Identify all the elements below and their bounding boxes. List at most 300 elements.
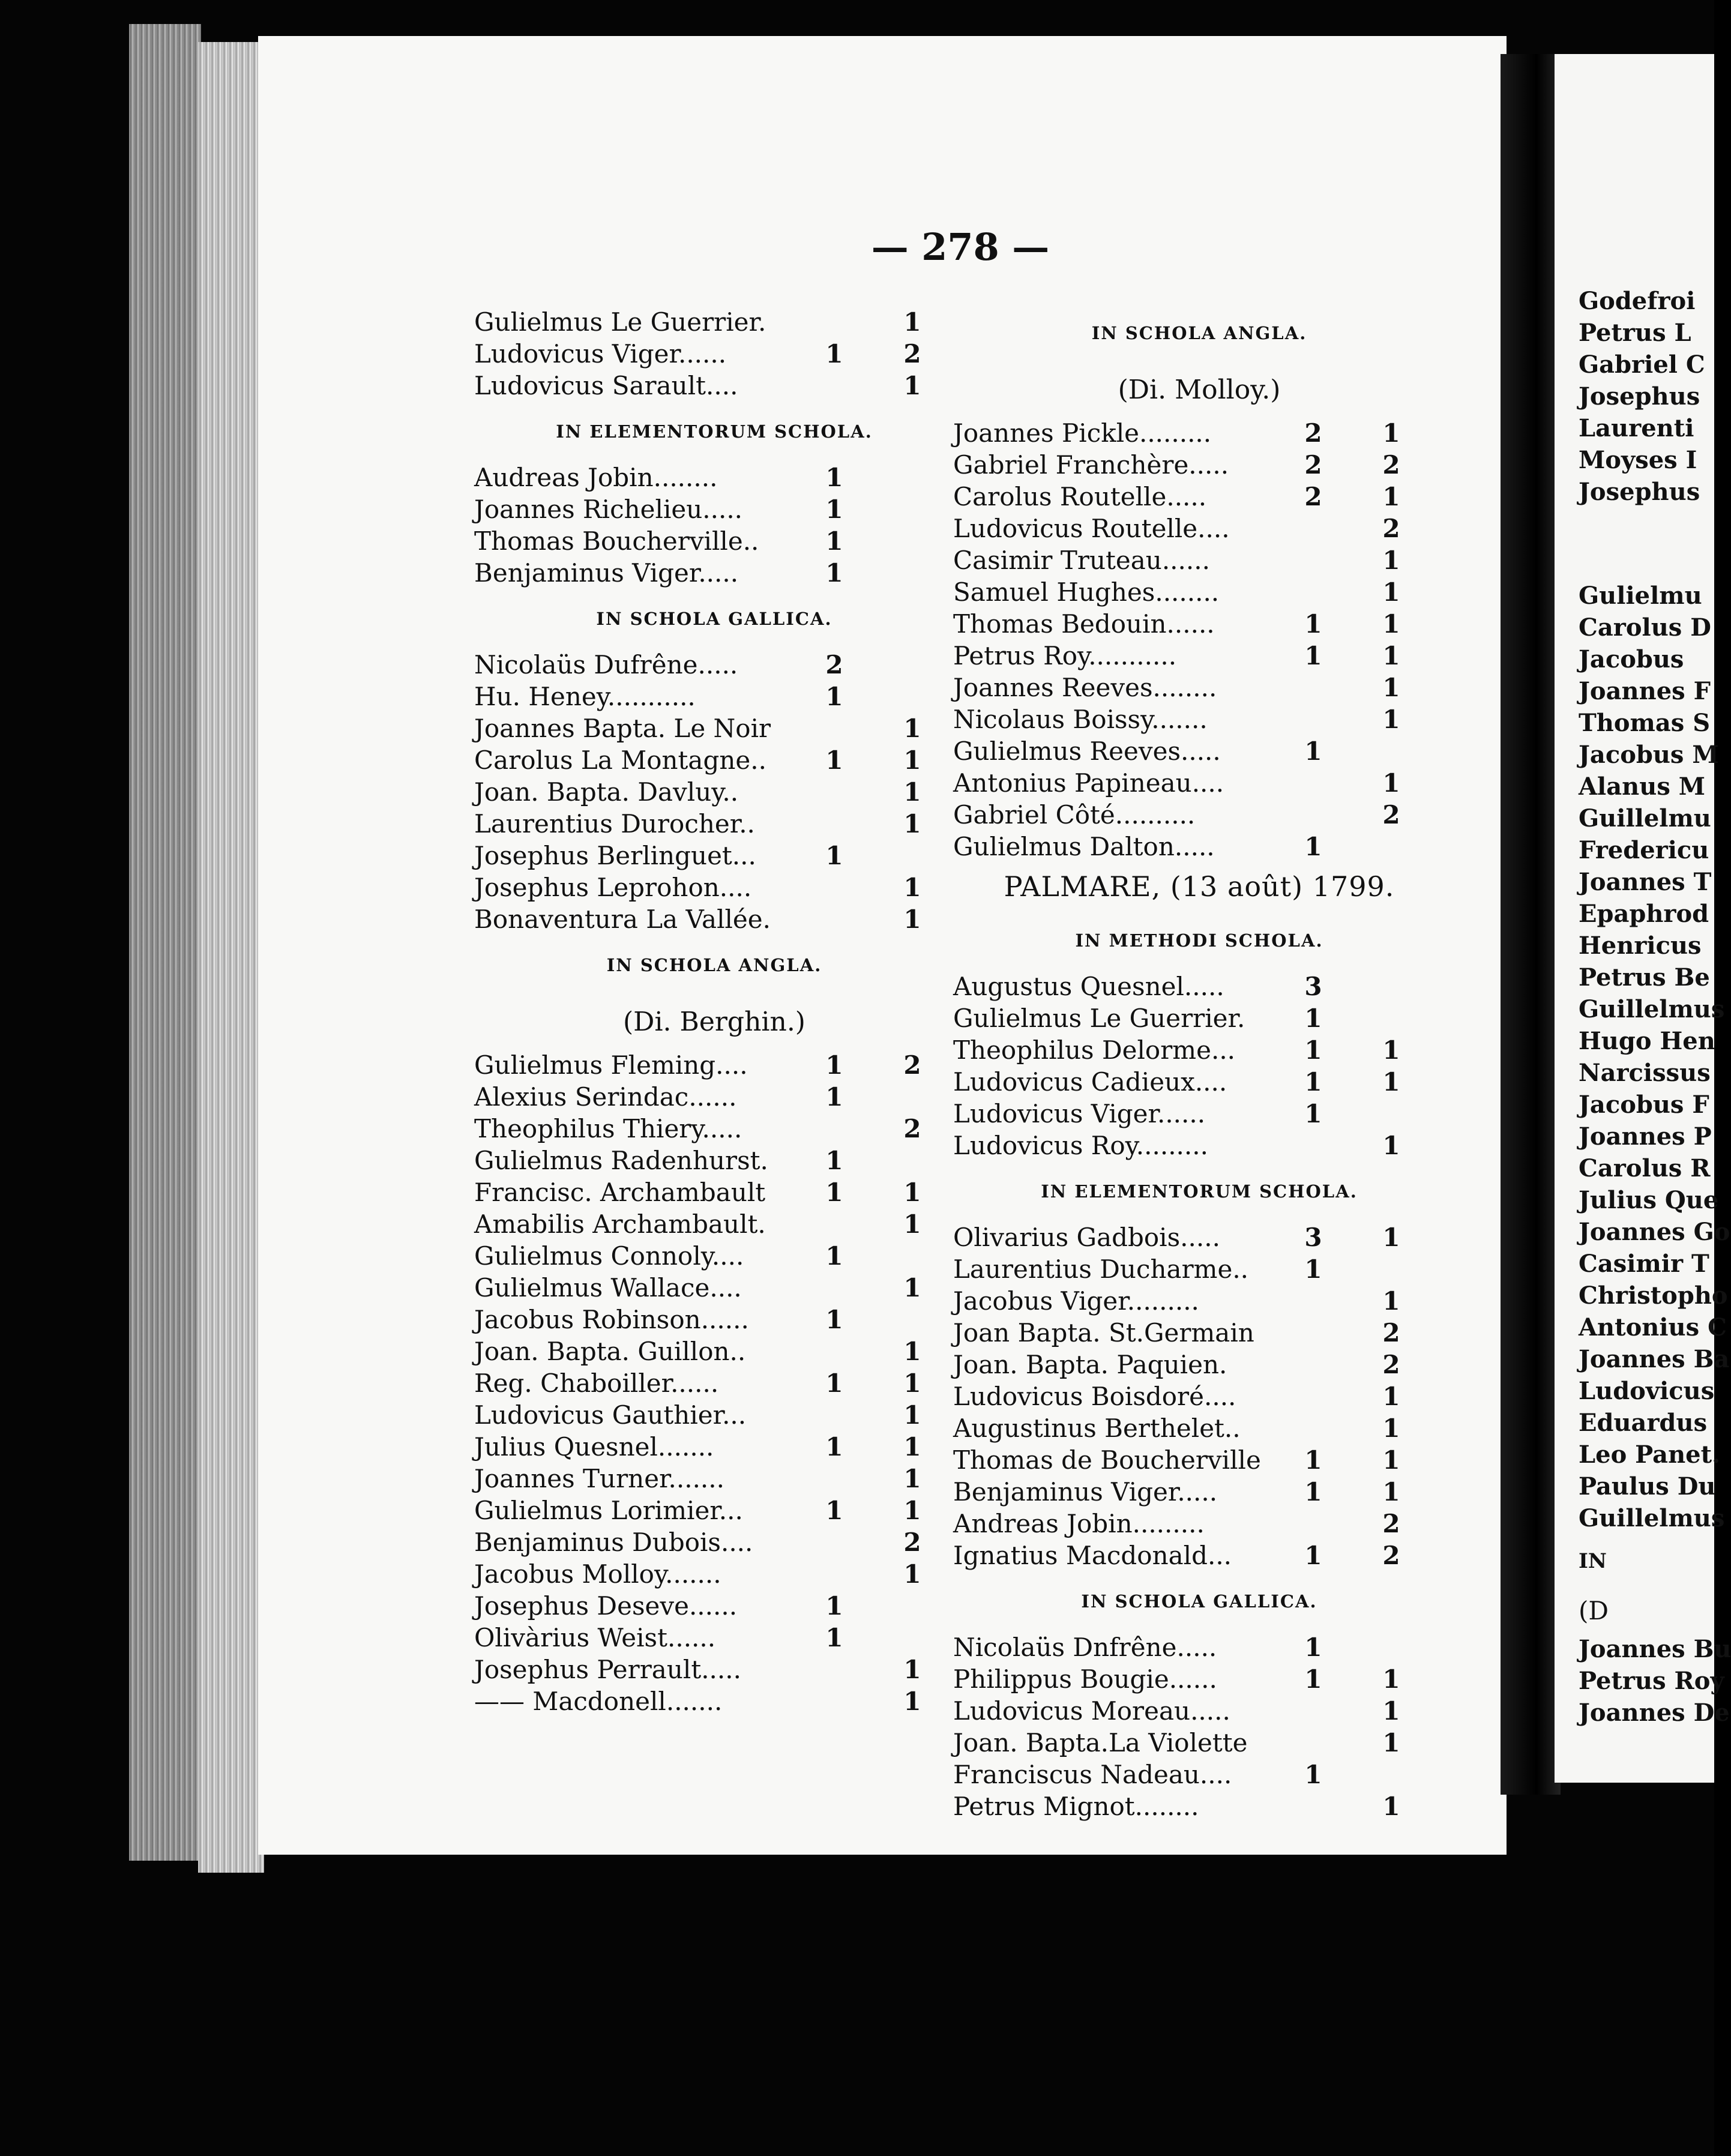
list-item [474, 1335, 954, 1367]
list-item: Petrus Be [1579, 963, 1710, 992]
list-item: Joannes De [1579, 1699, 1730, 1727]
student-name: —— Macdonell....... [474, 1687, 723, 1716]
prize-count-first: 1 [825, 1305, 843, 1334]
prize-count-second: 1 [1382, 482, 1400, 511]
list-item [953, 799, 1445, 831]
prize-count-second: 2 [903, 1114, 921, 1143]
list-item [474, 840, 954, 872]
list-item: Henricus [1579, 932, 1702, 960]
prize-count-first: 1 [1304, 1633, 1322, 1662]
prize-count-second: 2 [1382, 1318, 1400, 1348]
student-name: Ludovicus Routelle.... [953, 514, 1230, 543]
list-item: Guillelmu [1579, 804, 1711, 833]
list-item: Jacobus M [1579, 741, 1719, 769]
prize-count-first: 1 [825, 1146, 843, 1175]
student-name: Andreas Jobin......... [953, 1509, 1205, 1538]
list-item [474, 493, 954, 525]
student-name: Joannes Bapta. Le Noir [474, 714, 771, 743]
list-item [953, 1444, 1445, 1476]
list-item [953, 1381, 1445, 1412]
list-item [474, 649, 954, 681]
list-item [474, 557, 954, 589]
list-item: Guillelmus [1579, 1504, 1725, 1532]
prize-count-first: 1 [825, 1241, 843, 1271]
student-name: Benjaminus Viger..... [474, 558, 739, 588]
list-item [953, 1285, 1445, 1317]
student-name: Gulielmus Radenhurst. [474, 1146, 768, 1175]
prize-count-second: 1 [903, 905, 921, 934]
list-item: Joannes P [1579, 1122, 1712, 1151]
prize-count-second: 1 [1382, 1067, 1400, 1097]
section-heading: IN METHODI SCHOLA. [1075, 930, 1323, 951]
list-item [953, 1476, 1445, 1508]
prize-count-second: 1 [903, 714, 921, 743]
prize-count-first: 1 [1304, 1760, 1322, 1789]
list-item: Christopho [1579, 1281, 1728, 1310]
prize-count-second: 1 [1382, 418, 1400, 448]
prize-count-second: 1 [1382, 1131, 1400, 1160]
student-name: Casimir Truteau...... [953, 546, 1210, 575]
list-item [953, 1695, 1445, 1727]
list-item [953, 576, 1445, 608]
student-name: Gulielmus Reeves..... [953, 736, 1221, 766]
prize-count-second: 2 [903, 1050, 921, 1080]
list-item: Carolus R [1579, 1154, 1711, 1182]
student-name: Petrus Roy........... [953, 641, 1177, 670]
list-item [953, 449, 1445, 481]
student-name: Alexius Serindac...... [474, 1082, 737, 1112]
list-item [953, 1412, 1445, 1444]
list-item [953, 1002, 1445, 1034]
student-name: Augustus Quesnel..... [953, 972, 1224, 1001]
student-name: Olivarius Gadbois..... [953, 1223, 1220, 1252]
list-item: Joannes F [1579, 677, 1711, 705]
student-name: Laurentius Durocher.. [474, 809, 755, 839]
prize-count-second: 1 [1382, 1728, 1400, 1757]
prize-count-first: 1 [1304, 641, 1322, 670]
prize-count-second: 1 [1382, 1477, 1400, 1507]
student-name: Gulielmus Lorimier... [474, 1496, 743, 1525]
student-name: Gulielmus Connoly.... [474, 1241, 744, 1271]
prize-count-first: 1 [825, 1591, 843, 1621]
prize-count-second: 1 [1382, 1792, 1400, 1821]
prize-count-first: 2 [825, 650, 843, 679]
list-item [474, 1463, 954, 1495]
section-subheading: (D [1579, 1596, 1609, 1625]
list-item: Julius Que [1579, 1186, 1719, 1214]
prize-count-first: 1 [825, 1050, 843, 1080]
list-item [474, 306, 954, 338]
student-name: Samuel Hughes........ [953, 577, 1220, 607]
list-item [474, 1431, 954, 1463]
prize-count-second: 1 [903, 371, 921, 400]
prize-count-second: 1 [903, 1400, 921, 1430]
prize-count-second: 2 [1382, 514, 1400, 543]
list-item: Petrus Roy [1579, 1667, 1724, 1695]
prize-count-second: 1 [903, 1178, 921, 1207]
list-item [953, 1759, 1445, 1790]
palmare-title: PALMARE, (13 août) 1799. [1004, 870, 1395, 903]
list-item [953, 767, 1445, 799]
list-item: Ludovicus [1579, 1377, 1715, 1405]
list-item: Josephus [1579, 478, 1700, 506]
prize-count-second: 2 [1382, 1350, 1400, 1379]
prize-count-second: 1 [903, 1337, 921, 1366]
list-item: Josephus [1579, 382, 1700, 411]
student-name: Joannes Pickle......... [953, 418, 1212, 448]
list-item [474, 1622, 954, 1654]
student-name: Joannes Richelieu..... [474, 495, 743, 524]
list-item: Gabriel C [1579, 351, 1705, 379]
student-name: Ludovicus Gauthier... [474, 1400, 747, 1430]
list-item: Leo Panet. [1579, 1441, 1721, 1469]
student-name: Jacobus Molloy....... [474, 1559, 721, 1589]
student-name: Gabriel Franchère..... [953, 450, 1229, 480]
prize-count-second: 1 [1382, 1382, 1400, 1411]
prize-count-first: 1 [825, 558, 843, 588]
student-name: Josephus Berlinguet... [474, 841, 756, 870]
prize-count-first: 1 [1304, 1035, 1322, 1065]
prize-count-first: 1 [825, 339, 843, 369]
list-item [953, 1098, 1445, 1130]
list-item [953, 544, 1445, 576]
book-gutter [1501, 54, 1561, 1795]
student-name: Nicolaüs Dufrêne..... [474, 650, 738, 679]
prize-count-first: 1 [1304, 1477, 1322, 1507]
student-name: Antonius Papineau.... [953, 768, 1224, 798]
student-name: Nicolaüs Dnfrêne..... [953, 1633, 1217, 1662]
list-item: Antonius C [1579, 1313, 1727, 1341]
right-page-column [1579, 285, 1731, 1729]
student-name: Francisc. Archambault [474, 1178, 766, 1207]
list-item [474, 1176, 954, 1208]
student-name: Gulielmus Le Guerrier. [953, 1004, 1245, 1033]
list-item [953, 831, 1445, 863]
list-item: Epaphrod [1579, 900, 1709, 928]
prize-count-second: 1 [903, 809, 921, 839]
student-name: Petrus Mignot........ [953, 1792, 1199, 1821]
student-name: Jacobus Viger......... [953, 1286, 1199, 1316]
list-item: Petrus L [1579, 319, 1691, 347]
list-item [474, 1272, 954, 1304]
prize-count-second: 2 [1382, 450, 1400, 480]
prize-count-first: 1 [1304, 832, 1322, 861]
list-item [953, 672, 1445, 703]
list-item [474, 1240, 954, 1272]
section-heading: IN SCHOLA ANGLA. [606, 955, 822, 975]
student-name: Reg. Chaboiller...... [474, 1369, 719, 1398]
spacer [1579, 544, 1714, 580]
student-name: Bonaventura La Vallée. [474, 905, 771, 934]
prize-count-first: 1 [1304, 609, 1322, 639]
student-name: Julius Quesnel....... [474, 1432, 714, 1462]
prize-count-second: 1 [903, 307, 921, 337]
student-name: Thomas Boucherville.. [474, 526, 759, 556]
student-name: Laurentius Ducharme.. [953, 1254, 1249, 1284]
student-name: Carolus Routelle..... [953, 482, 1207, 511]
list-item [474, 776, 954, 808]
list-item: Narcissus [1579, 1059, 1711, 1087]
list-item [474, 1304, 954, 1335]
prize-count-first: 2 [1304, 450, 1322, 480]
list-item: Alanus M [1579, 772, 1706, 801]
prize-count-first: 1 [825, 1432, 843, 1462]
list-item [953, 1663, 1445, 1695]
student-name: Ludovicus Sarault.... [474, 371, 738, 400]
student-name: Franciscus Nadeau.... [953, 1760, 1232, 1789]
list-item: Jacobus F [1579, 1091, 1709, 1119]
list-item [953, 1253, 1445, 1285]
section-heading: IN ELEMENTORUM SCHOLA. [1041, 1181, 1358, 1202]
list-item [953, 1540, 1445, 1571]
prize-count-second: 1 [903, 1273, 921, 1302]
student-name: Audreas Jobin........ [474, 463, 718, 492]
list-item: Gulielmu [1579, 582, 1702, 610]
list-item [474, 1081, 954, 1113]
student-name: Thomas Bedouin...... [953, 609, 1215, 639]
student-name: Carolus La Montagne.. [474, 745, 766, 775]
student-name: Joan. Bapta.La Violette [953, 1728, 1248, 1757]
prize-count-second: 1 [1382, 673, 1400, 702]
list-item [474, 525, 954, 557]
list-item [953, 1727, 1445, 1759]
prize-count-second: 2 [1382, 1541, 1400, 1570]
student-name: Gulielmus Dalton..... [953, 832, 1215, 861]
prize-count-first: 3 [1304, 972, 1322, 1001]
list-item [474, 1049, 954, 1081]
prize-count-second: 2 [1382, 800, 1400, 830]
student-name: Joan. Bapta. Guillon.. [474, 1337, 746, 1366]
student-name: Joan. Bapta. Davluy.. [474, 777, 739, 807]
list-item: Hugo Hen [1579, 1027, 1715, 1055]
prize-count-first: 1 [825, 1496, 843, 1525]
list-item [474, 462, 954, 493]
prize-count-first: 1 [825, 1369, 843, 1398]
list-item [474, 1654, 954, 1685]
list-item [474, 1685, 954, 1717]
list-item [953, 971, 1445, 1002]
prize-count-first: 1 [1304, 1664, 1322, 1694]
student-name: Ludovicus Roy......... [953, 1131, 1208, 1160]
list-item [953, 735, 1445, 767]
list-item [953, 481, 1445, 513]
list-item: Joannes Bu [1579, 1635, 1731, 1663]
prize-count-second: 1 [1382, 768, 1400, 798]
prize-count-first: 1 [825, 1082, 843, 1112]
list-item: Thomas S [1579, 709, 1711, 737]
prize-count-second: 1 [1382, 577, 1400, 607]
book-page-edges-inner [198, 42, 264, 1873]
prize-count-second: 1 [903, 1687, 921, 1716]
prize-count-second: 1 [903, 873, 921, 902]
prize-count-first: 1 [1304, 1254, 1322, 1284]
student-name: Ludovicus Viger...... [474, 339, 727, 369]
list-item [474, 1208, 954, 1240]
list-item [953, 417, 1445, 449]
list-item [474, 1113, 954, 1145]
list-item [474, 1590, 954, 1622]
student-name: Benjaminus Dubois.... [474, 1528, 753, 1557]
student-name: Nicolaus Boissy....... [953, 705, 1208, 734]
list-item [474, 1145, 954, 1176]
prize-count-second: 1 [903, 1432, 921, 1462]
list-item: Joannes Go [1579, 1218, 1730, 1246]
list-item: Laurenti [1579, 414, 1694, 442]
prize-count-second: 1 [903, 1496, 921, 1525]
list-item [953, 703, 1445, 735]
list-item [953, 1631, 1445, 1663]
prize-count-second: 1 [1382, 1223, 1400, 1252]
student-name: Amabilis Archambault. [474, 1209, 766, 1239]
prize-count-first: 1 [1304, 1541, 1322, 1570]
section-heading: IN SCHOLA GALLICA. [596, 609, 832, 629]
prize-count-first: 1 [1304, 1004, 1322, 1033]
prize-count-first: 1 [825, 526, 843, 556]
student-name: Joan. Bapta. Paquien. [953, 1350, 1227, 1379]
prize-count-second: 1 [903, 745, 921, 775]
list-item: Fredericu [1579, 836, 1709, 864]
student-name: Benjaminus Viger..... [953, 1477, 1218, 1507]
list-item [953, 1066, 1445, 1098]
list-item [953, 1790, 1445, 1822]
list-item [953, 1130, 1445, 1161]
list-item [953, 513, 1445, 544]
prize-count-first: 1 [1304, 1067, 1322, 1097]
student-name: Gulielmus Wallace.... [474, 1273, 742, 1302]
student-name: Theophilus Delorme... [953, 1035, 1236, 1065]
student-name: Joannes Reeves........ [953, 673, 1217, 702]
list-item [953, 1508, 1445, 1540]
prize-count-first: 1 [825, 682, 843, 711]
student-name: Josephus Leprohon.... [474, 873, 752, 902]
list-item: Moyses I [1579, 446, 1697, 474]
prize-count-second: 1 [1382, 705, 1400, 734]
list-item: Paulus Du [1579, 1472, 1716, 1501]
prize-count-second: 1 [1382, 1445, 1400, 1475]
section-heading: IN SCHOLA GALLICA. [1081, 1591, 1317, 1612]
list-item [474, 744, 954, 776]
student-name: Joan Bapta. St.Germain [953, 1318, 1254, 1348]
list-item [474, 370, 954, 402]
student-name: Josephus Deseve...... [474, 1591, 738, 1621]
student-name: Philippus Bougie...... [953, 1664, 1217, 1694]
student-name: Olivàrius Weist...... [474, 1623, 716, 1652]
list-item [474, 712, 954, 744]
section-heading: IN [1579, 1549, 1607, 1573]
student-name: Ludovicus Viger...... [953, 1099, 1206, 1128]
student-name: Hu. Heney........... [474, 682, 696, 711]
prize-count-first: 2 [1304, 418, 1322, 448]
list-item: Joannes Ba [1579, 1345, 1730, 1373]
list-item [953, 1034, 1445, 1066]
prize-count-first: 2 [1304, 482, 1322, 511]
student-name: Thomas de Boucherville [953, 1445, 1261, 1475]
left-column [474, 306, 954, 1717]
student-name: Theophilus Thiery..... [474, 1114, 742, 1143]
prize-count-second: 1 [903, 777, 921, 807]
prize-count-second: 1 [1382, 1414, 1400, 1443]
student-name: Augustinus Berthelet.. [953, 1414, 1241, 1443]
section-heading: IN SCHOLA ANGLA. [1091, 323, 1307, 343]
student-name: Gulielmus Fleming.... [474, 1050, 748, 1080]
prize-count-first: 1 [1304, 736, 1322, 766]
student-name: Gulielmus Le Guerrier. [474, 307, 766, 337]
section-subheading: (Di. Berghin.) [623, 1007, 805, 1037]
list-item: Casimir T [1579, 1250, 1709, 1278]
list-item: Carolus D [1579, 613, 1711, 642]
middle-column [953, 303, 1445, 1822]
student-name: Ludovicus Cadieux.... [953, 1067, 1227, 1097]
prize-count-first: 3 [1304, 1223, 1322, 1252]
list-item [953, 640, 1445, 672]
list-item [474, 681, 954, 712]
prize-count-first: 1 [825, 495, 843, 524]
prize-count-second: 2 [1382, 1509, 1400, 1538]
prize-count-first: 1 [1304, 1099, 1322, 1128]
prize-count-second: 1 [903, 1369, 921, 1398]
student-name: Ludovicus Boisdoré.... [953, 1382, 1236, 1411]
list-item [474, 1399, 954, 1431]
list-item: Guillelmus [1579, 995, 1725, 1023]
section-subheading: (Di. Molloy.) [1118, 375, 1281, 405]
student-name: Ludovicus Moreau..... [953, 1696, 1230, 1726]
prize-count-second: 1 [1382, 1035, 1400, 1065]
list-item: Jacobus [1579, 645, 1684, 673]
student-name: Gabriel Côté.......... [953, 800, 1196, 830]
list-item [953, 1317, 1445, 1349]
prize-count-first: 1 [825, 1623, 843, 1652]
section-heading: IN ELEMENTORUM SCHOLA. [556, 421, 873, 442]
list-item [474, 903, 954, 935]
prize-count-first: 1 [825, 841, 843, 870]
prize-count-first: 1 [825, 1178, 843, 1207]
prize-count-second: 2 [903, 339, 921, 369]
prize-count-second: 1 [1382, 609, 1400, 639]
spacer [1579, 508, 1714, 544]
list-item [953, 608, 1445, 640]
prize-count-second: 1 [1382, 1286, 1400, 1316]
page-number: — 278 — [871, 225, 1050, 269]
prize-count-second: 2 [903, 1528, 921, 1557]
list-item [474, 1526, 954, 1558]
list-item [474, 338, 954, 370]
student-name: Joannes Turner....... [474, 1464, 724, 1493]
list-item [953, 1221, 1445, 1253]
prize-count-second: 1 [903, 1655, 921, 1684]
prize-count-second: 1 [1382, 641, 1400, 670]
list-item: Godefroi [1579, 287, 1696, 315]
prize-count-first: 1 [825, 463, 843, 492]
list-item [474, 808, 954, 840]
list-item [474, 872, 954, 903]
list-item: Eduardus [1579, 1409, 1708, 1437]
list-item [474, 1495, 954, 1526]
prize-count-second: 1 [1382, 1664, 1400, 1694]
list-item: Joannes T [1579, 868, 1712, 896]
student-name: Josephus Perrault..... [474, 1655, 741, 1684]
prize-count-first: 1 [1304, 1445, 1322, 1475]
prize-count-second: 1 [1382, 546, 1400, 575]
prize-count-first: 1 [825, 745, 843, 775]
prize-count-second: 1 [903, 1209, 921, 1239]
prize-count-second: 1 [1382, 1696, 1400, 1726]
student-name: Jacobus Robinson...... [474, 1305, 749, 1334]
student-name: Ignatius Macdonald... [953, 1541, 1232, 1570]
list-item [953, 1349, 1445, 1381]
prize-count-second: 1 [903, 1464, 921, 1493]
prize-count-second: 1 [903, 1559, 921, 1589]
book-page-edges [129, 24, 201, 1861]
